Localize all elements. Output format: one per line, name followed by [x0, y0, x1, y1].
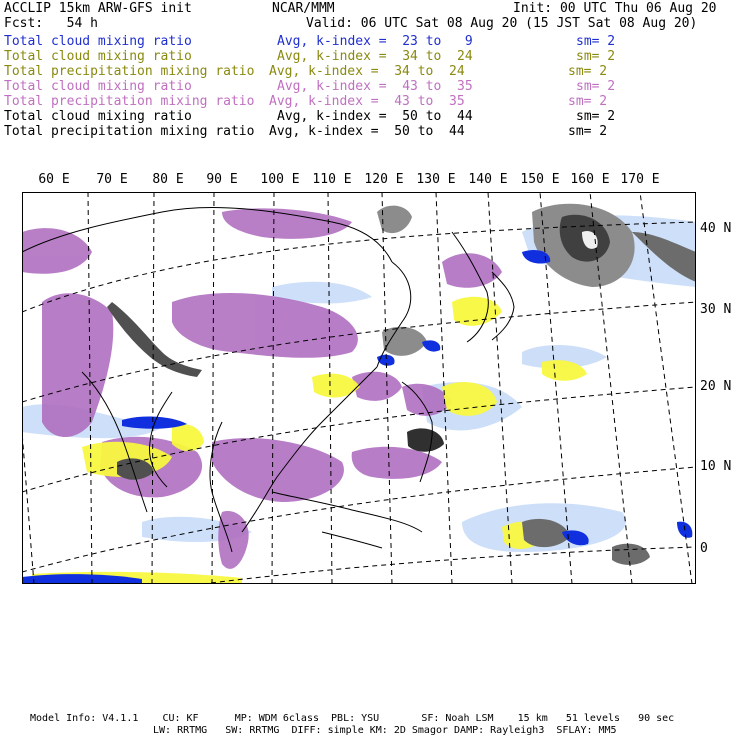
legend-row-smooth: sm= 2: [576, 79, 616, 94]
legend-row-range: Avg, k-index = 50 to 44: [269, 124, 465, 139]
legend-row-range: Avg, k-index = 34 to 24: [277, 49, 473, 64]
forecast-hour: Fcst: 54 h: [4, 16, 98, 31]
legend-row-range: Avg, k-index = 50 to 44: [277, 109, 473, 124]
lon-label: 120 E: [364, 172, 404, 187]
lon-label: 160 E: [570, 172, 610, 187]
lon-label: 170 E: [620, 172, 660, 187]
weather-map: [22, 192, 696, 584]
lon-label: 110 E: [312, 172, 352, 187]
legend-row-smooth: sm= 2: [568, 64, 608, 79]
plot-title: ACCLIP 15km ARW-GFS init: [4, 1, 192, 16]
lat-label: 0: [700, 541, 708, 556]
legend-row-range: Avg, k-index = 43 to 35: [277, 79, 473, 94]
legend-row-name: Total precipitation mixing ratio: [4, 64, 255, 79]
init-time: Init: 00 UTC Thu 06 Aug 20: [513, 1, 717, 16]
legend-row-range: Avg, k-index = 34 to 24: [269, 64, 465, 79]
legend-row-smooth: sm= 2: [568, 94, 608, 109]
lon-label: 70 E: [96, 172, 128, 187]
legend-row-smooth: sm= 2: [576, 109, 616, 124]
legend-row-name: Total cloud mixing ratio: [4, 49, 192, 64]
lon-label: 60 E: [38, 172, 70, 187]
legend-row-name: Total cloud mixing ratio: [4, 34, 192, 49]
lat-label: 40 N: [700, 221, 732, 236]
lon-label: 90 E: [206, 172, 238, 187]
legend-row-name: Total cloud mixing ratio: [4, 109, 192, 124]
model-info-line-1: Model Info: V4.1.1 CU: KF MP: WDM 6class PBL: YSU SF: Noah LSM 15 km 51 levels 90 sec: [30, 713, 675, 724]
legend-row-smooth: sm= 2: [568, 124, 608, 139]
legend-row-name: Total precipitation mixing ratio: [4, 124, 255, 139]
lon-label: 150 E: [520, 172, 560, 187]
legend-row-name: Total precipitation mixing ratio: [4, 94, 255, 109]
model-info-line-2: LW: RRTMG SW: RRTMG DIFF: simple KM: 2D Smagor DAMP: Rayleigh3 SFLAY: MM5: [153, 725, 617, 736]
legend-row-name: Total cloud mixing ratio: [4, 79, 192, 94]
lon-label: 80 E: [152, 172, 184, 187]
legend-row-range: Avg, k-index = 43 to 35: [269, 94, 465, 109]
lon-label: 130 E: [416, 172, 456, 187]
institution-label: NCAR/MMM: [272, 1, 335, 16]
lon-label: 140 E: [468, 172, 508, 187]
lat-label: 30 N: [700, 302, 732, 317]
legend-row-range: Avg, k-index = 23 to 9: [277, 34, 473, 49]
lat-label: 10 N: [700, 459, 732, 474]
legend-row-smooth: sm= 2: [576, 49, 616, 64]
lon-label: 100 E: [260, 172, 300, 187]
valid-time: Valid: 06 UTC Sat 08 Aug 20 (15 JST Sat 08 Aug 20): [306, 16, 698, 31]
legend-row-smooth: sm= 2: [576, 34, 616, 49]
lat-label: 20 N: [700, 379, 732, 394]
